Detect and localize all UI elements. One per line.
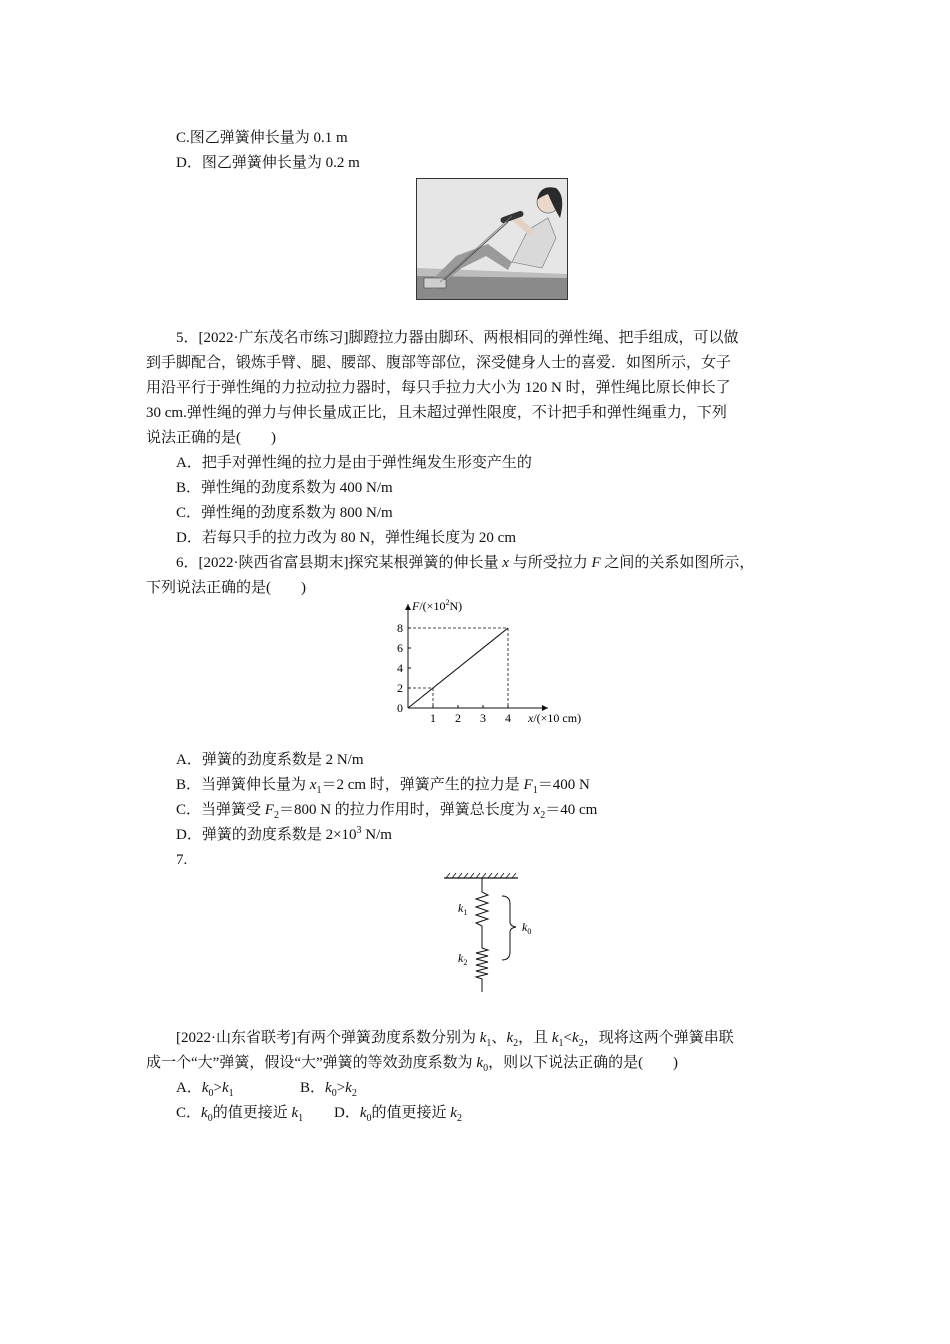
q7-stem-line-1: [2022·山东省联考]有两个弹簧劲度系数分别为 $k_1$、$k_2$，且 $k_1<k_2$，现将这两个弹簧串联 [176, 1030, 734, 1049]
y-tick-label: 8 [397, 621, 403, 635]
q5-option-c: C．弹性绳的劲度系数为 800 N/m [176, 505, 393, 521]
label-k0: $k_0$ [522, 920, 532, 936]
series-springs-diagram [440, 870, 550, 996]
spring-k2 [476, 938, 488, 992]
y-tick-label: 2 [397, 681, 403, 695]
q6-number: 6． [176, 555, 199, 571]
x-tick-label: 2 [455, 711, 461, 725]
q5-stem-line-2: 到手脚配合，锻炼手臂、腿、腰部、腹部等部位，深受健身人士的喜爱．如图所示，女子 [146, 355, 732, 371]
q6-source: [2022·陕西省富县期末] [198, 555, 349, 571]
q5-stem-line-5: 说法正确的是( ) [146, 430, 276, 446]
q5-number: 5． [176, 330, 199, 346]
y-tick-label: 6 [397, 641, 403, 655]
q7-option-c: C．$k_0$的值更接近 $k_1$ [176, 1105, 304, 1124]
q5-option-b: B．弹性绳的劲度系数为 400 N/m [176, 480, 393, 496]
q6-option-c: C．当弹簧受 $F_2=800$ N 的拉力作用时，弹簧总长度为 $x_2=40$ cm [176, 802, 598, 821]
series-line [408, 628, 508, 708]
brace [502, 896, 516, 960]
x-tick-label: 1 [430, 711, 436, 725]
force-extension-chart [388, 596, 598, 730]
x-axis-label: x/(×10 cm) [528, 711, 582, 725]
q6-option-a: A．弹簧的劲度系数是 2 N/m [176, 752, 364, 768]
origin-label: 0 [397, 701, 403, 715]
label-k1: $k_1$ [458, 901, 468, 917]
q6-option-b: B．当弹簧伸长量为 $x_1=2$ cm 时，弹簧产生的拉力是 $F_1=400$ N [176, 777, 590, 796]
y-axis-label: $F/(\times 10^2N)$ [412, 598, 463, 613]
q5-stem-line-4: 30 cm.弹性绳的弹力与伸长量成正比，且未超过弹性限度，不计把手和弹性绳重力，下列 [146, 405, 727, 421]
q7-stem-line-2: 成一个“大”弹簧，假设“大”弹簧的等效劲度系数为 $k_0$，则以下说法正确的是( ) [146, 1055, 679, 1074]
x-tick-label: 4 [505, 711, 511, 725]
q7-number: 7. [176, 852, 188, 868]
q7-option-b: B．$k_0>k_2$ [300, 1080, 357, 1099]
q7-option-d: D．$k_0$的值更接近 $k_2$ [334, 1105, 462, 1124]
q7-option-a: A．$k_0>k_1$ [176, 1080, 234, 1099]
y-tick-label: 4 [397, 661, 403, 675]
q5-option-a: A．把手对弹性绳的拉力是由于弹性绳发生形变产生的 [176, 455, 532, 471]
exercise-photo [416, 178, 568, 300]
x-tick-label: 3 [480, 711, 486, 725]
q6-stem-line-2: 下列说法正确的是( ) [146, 580, 306, 596]
q6-option-d: D．弹簧的劲度系数是 $2\times 10^3$ N/m [176, 825, 392, 843]
q4-option-c: C.图乙弹簧伸长量为 0.1 m [176, 130, 348, 146]
q5-stem-line-1: 5．[2022·广东茂名市练习]脚蹬拉力器由脚环、两根相同的弹性绳、把手组成，可以做 [176, 330, 739, 346]
q4-option-d: D．图乙弹簧伸长量为 0.2 m [176, 155, 360, 171]
q6-stem-line-1: 6．[2022·陕西省富县期末]探究某根弹簧的伸长量 x 与所受拉力 F 之间的关系如图所示， [176, 555, 755, 571]
label-k2: $k_2$ [458, 951, 468, 967]
q5-option-d: D．若每只手的拉力改为 80 N，弹性绳长度为 20 cm [176, 530, 516, 546]
q5-source: [2022·广东茂名市练习] [198, 330, 349, 346]
spring-k1 [476, 878, 488, 938]
ceiling-hatch [446, 873, 516, 878]
q5-stem-line-3: 用沿平行于弹性绳的力拉动拉力器时，每只手拉力大小为 120 N 时，弹性绳比原长伸长了 [146, 380, 731, 396]
